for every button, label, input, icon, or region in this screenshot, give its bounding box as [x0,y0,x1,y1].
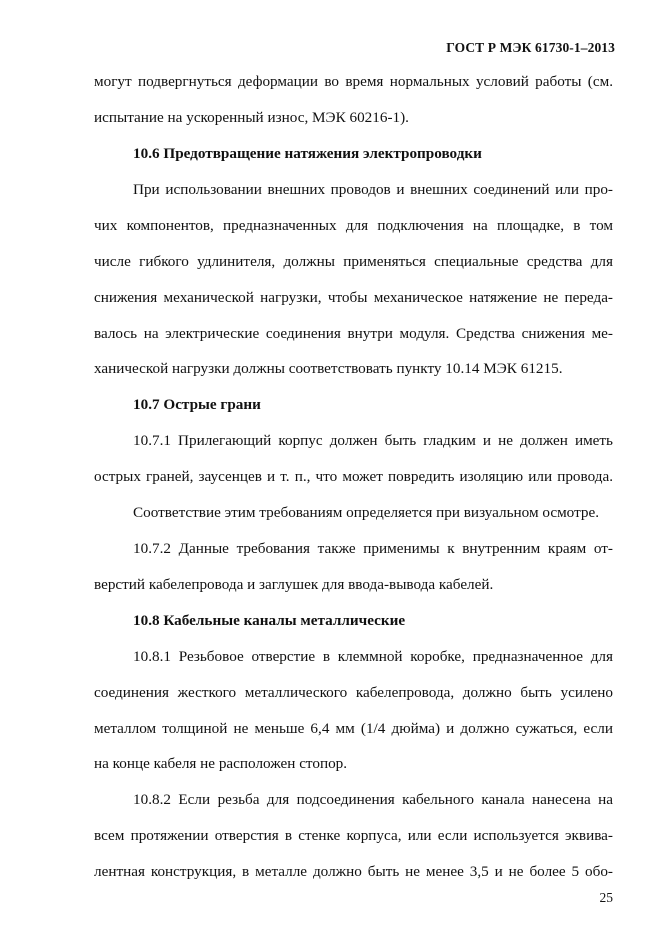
body-line: ханической нагрузки должны соответствовать пункту 10.14 МЭК 61215. [94,360,563,377]
body-line: всем протяжении отверстия в стенке корпуса, или если используется эквива- [94,827,613,844]
section-heading: 10.7 Острые грани [133,396,261,413]
body-line: валось на электрические соединения внутри модуля. Средства снижения ме- [94,325,613,342]
body-line: металлом толщиной не меньше 6,4 мм (1/4 дюйма) и должно сужаться, если [94,720,613,737]
body-line: снижения механической нагрузки, чтобы механическое натяжение не переда- [94,289,613,306]
body-line: 10.8.2 Если резьба для подсоединения кабельного канала нанесена на [133,791,613,808]
body-line: могут подвергнуться деформации во время нормальных условий работы (см. [94,73,613,90]
body-line: на конце кабеля не расположен стопор. [94,755,348,772]
body-line: 10.8.1 Резьбовое отверстие в клеммной коробке, предназначенное для [133,648,613,665]
body-line: Соответствие этим требованиям определяется при визуальном осмотре. [133,504,600,521]
body-line: верстий кабелепровода и заглушек для ввода-вывода кабелей. [94,576,494,593]
section-heading: 10.8 Кабельные каналы металлические [133,612,406,629]
body-line: острых граней, заусенцев и т. п., что может повредить изоляцию или провода. [94,468,613,485]
body-line: испытание на ускоренный износ, МЭК 60216-1). [94,109,409,126]
body-line: лентная конструкция, в металле должно быть не менее 3,5 и не более 5 обо- [94,863,613,880]
body-line: При использовании внешних проводов и внешних соединений или про- [133,181,613,198]
document-header: ГОСТ Р МЭК 61730-1–2013 [446,40,615,55]
section-heading: 10.6 Предотвращение натяжения электропроводки [133,145,482,162]
page-number: 25 [599,890,613,905]
body-line: соединения жесткого металлического кабелепровода, должно быть усилено [94,684,613,701]
body-line: 10.7.1 Прилегающий корпус должен быть гладким и не должен иметь [133,432,613,449]
body-line: числе гибкого удлинителя, должны применяться специальные средства для [94,253,613,270]
body-line: чих компонентов, предназначенных для подключения на площадке, в том [94,217,613,234]
body-line: 10.7.2 Данные требования также применимы к внутренним краям от- [133,540,613,557]
